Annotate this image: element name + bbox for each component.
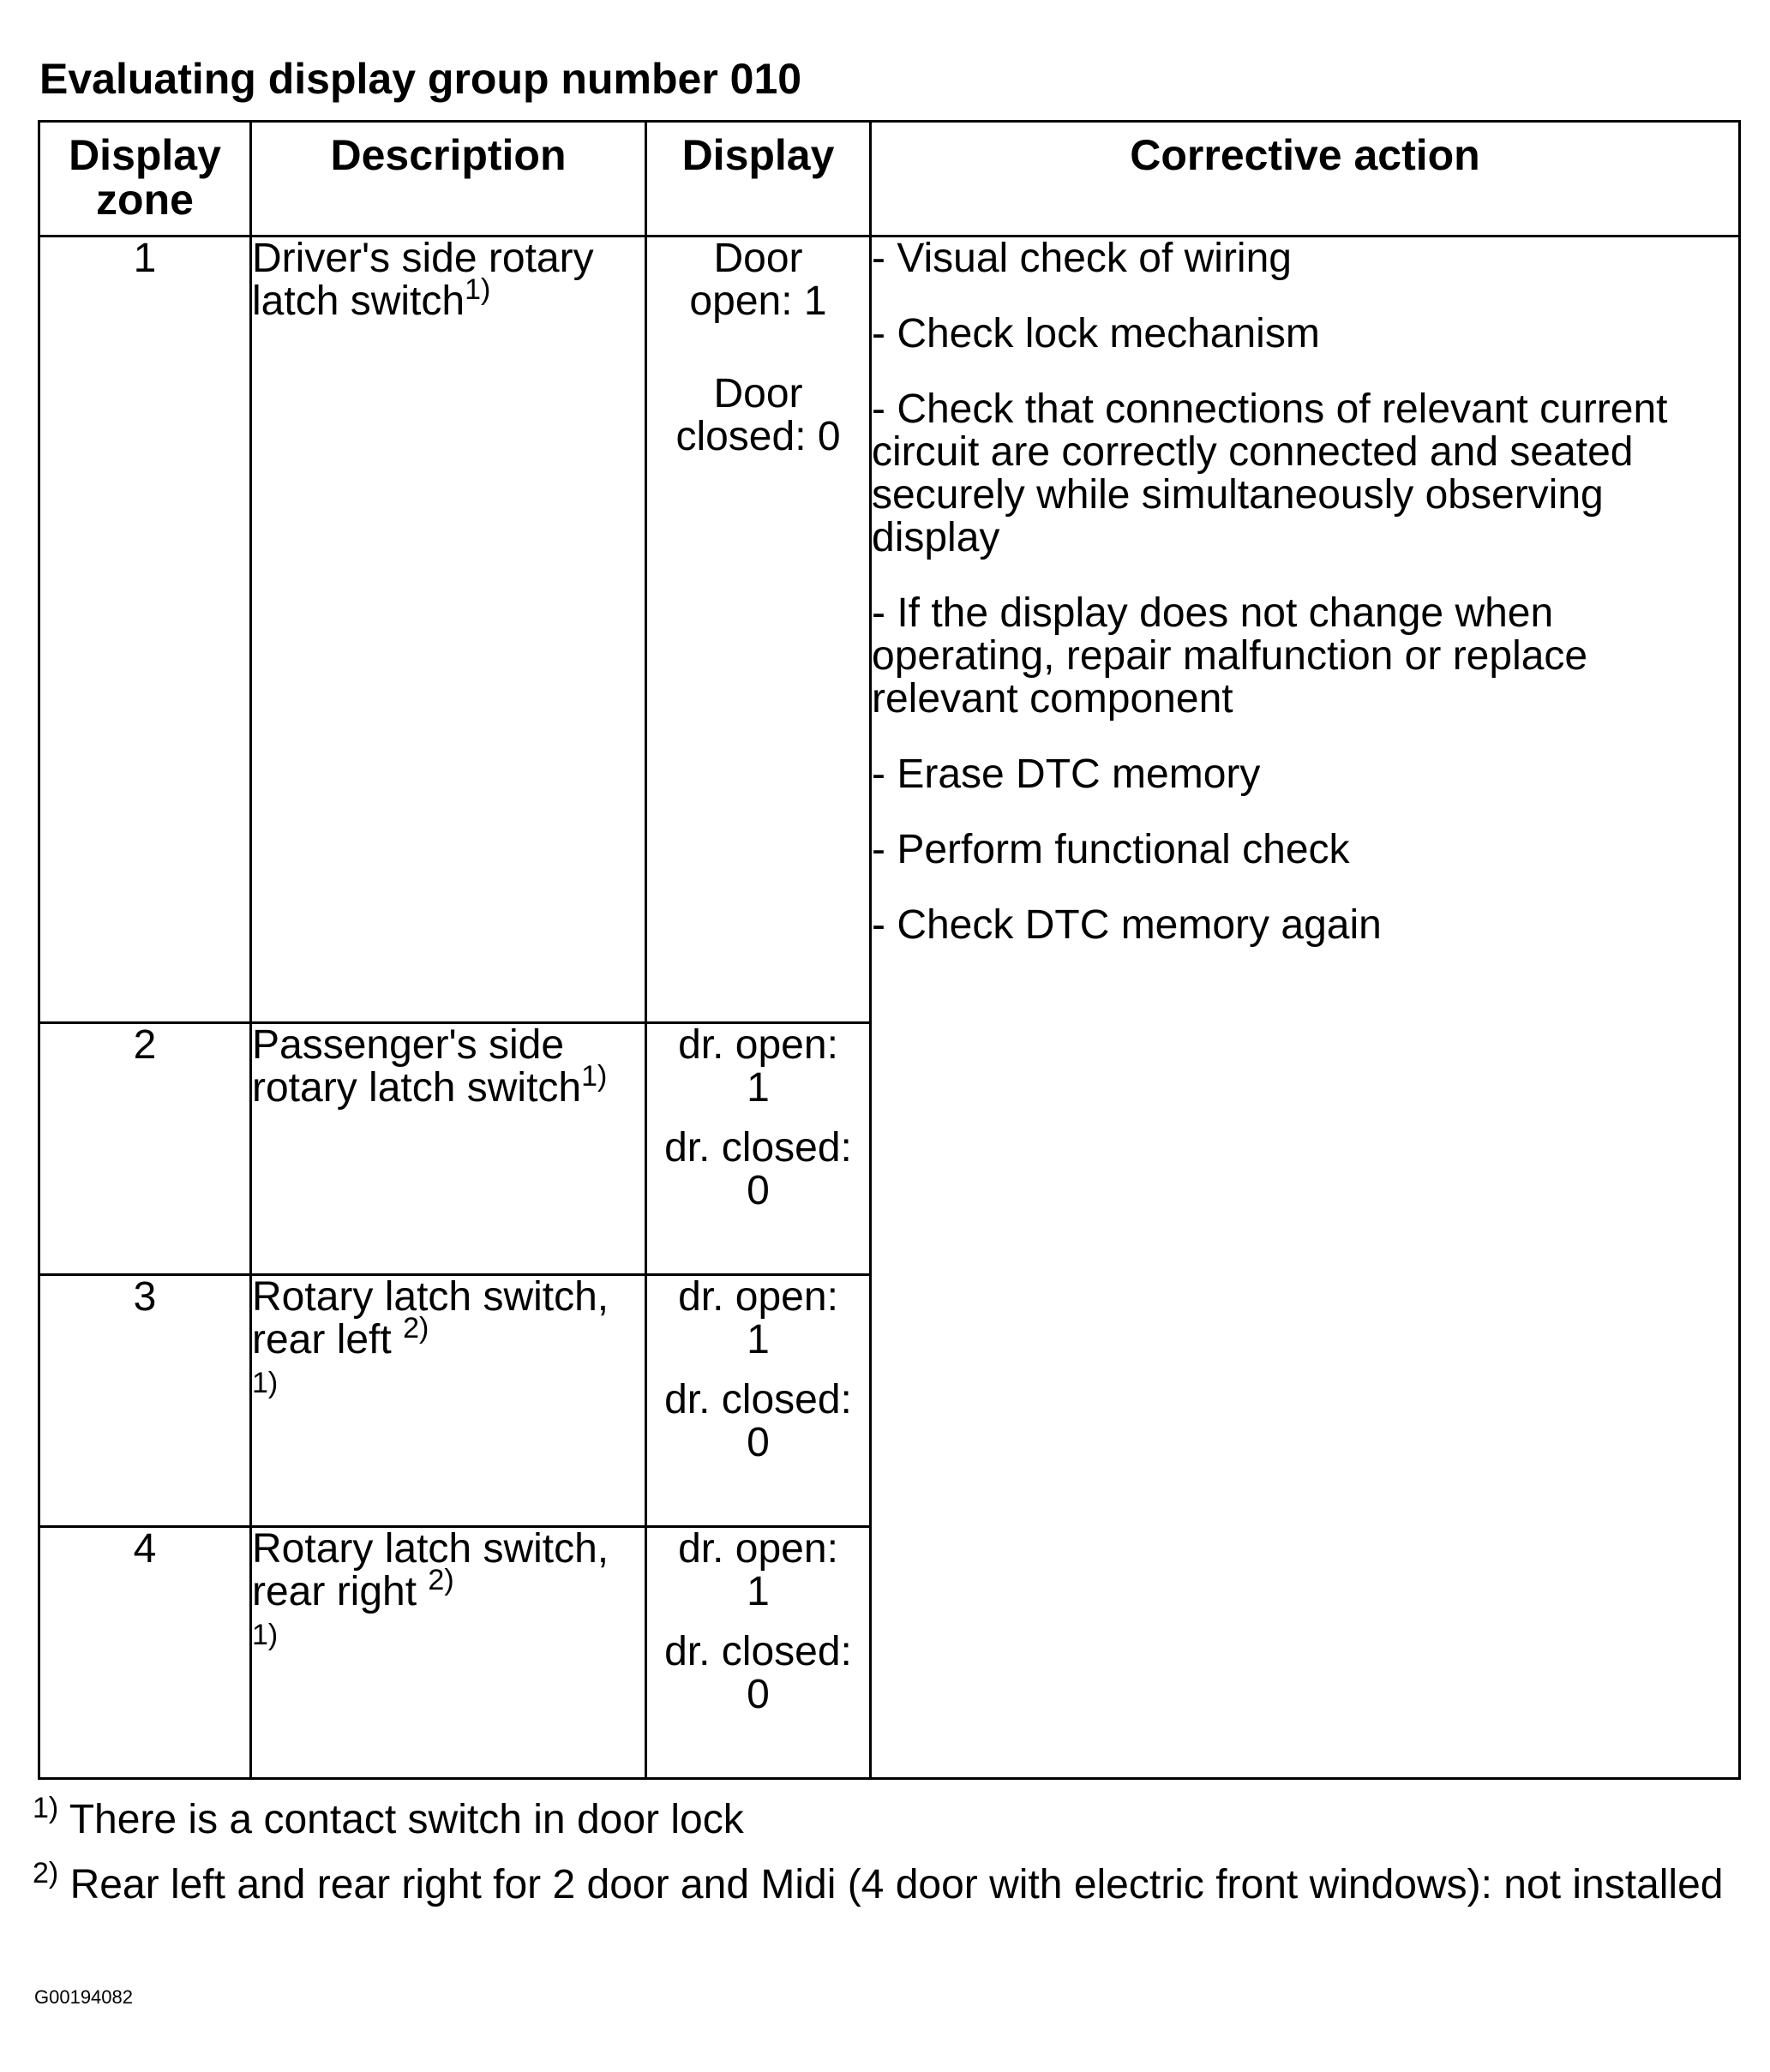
corrective-action-item: - If the display does not change when operating, repair malfunction or replace relevant component — [872, 590, 1588, 722]
corrective-action-item: - Perform functional check — [872, 827, 1350, 872]
display-cell — [646, 1275, 871, 1527]
display-closed-value: dr. closed: 0 — [664, 1377, 852, 1465]
corrective-action-item: - Check that connections of relevant current circuit are correctly connected and seated securely while simultaneously observing display — [872, 386, 1668, 560]
description-text: Passenger's side rotary latch switch — [252, 1022, 582, 1111]
table-row — [39, 237, 1740, 1023]
display-cell — [646, 1527, 871, 1779]
header-display: Display — [646, 122, 871, 237]
page-title: Evaluating display group number 010 — [39, 55, 802, 103]
display-group-table — [38, 120, 1741, 1780]
footnote-marker: 2) — [33, 1857, 59, 1889]
corrective-action-item: - Visual check of wiring — [872, 236, 1292, 281]
corrective-action-item: - Erase DTC memory — [872, 752, 1261, 797]
display-closed-value: dr. closed: 0 — [664, 1629, 852, 1717]
footnote-ref: 1) — [252, 1367, 279, 1399]
display-open-value: dr. open: 1 — [678, 1526, 838, 1614]
corrective-action-item: - Check DTC memory again — [872, 902, 1382, 948]
description-cell — [251, 1023, 646, 1275]
display-closed-value: dr. closed: 0 — [664, 1125, 852, 1213]
zone-cell: 2 — [39, 1023, 251, 1275]
display-closed-value: Door closed: 0 — [675, 371, 841, 459]
description-cell — [251, 1275, 646, 1527]
description-text: Rotary latch switch, rear right — [252, 1526, 609, 1614]
footnote-marker: 1) — [33, 1792, 59, 1824]
display-open-value: dr. open: 1 — [678, 1274, 838, 1362]
zone-cell: 1 — [39, 237, 251, 1023]
corrective-action-item: - Check lock mechanism — [872, 311, 1320, 356]
footnote — [33, 1792, 1738, 1842]
zone-cell: 4 — [39, 1527, 251, 1779]
footnote-ref: 2) — [403, 1312, 429, 1344]
footnotes — [33, 1792, 1738, 1928]
zone-cell: 3 — [39, 1275, 251, 1527]
description-cell — [251, 237, 646, 1023]
footnote — [33, 1857, 1738, 1907]
display-cell — [646, 1023, 871, 1275]
footnote-text: Rear left and rear right for 2 door and Midi (4 door with electric front windows): not installed — [58, 1862, 1724, 1907]
header-corrective-action: Corrective action — [871, 122, 1740, 237]
figure-code: G00194082 — [34, 1986, 133, 2008]
corrective-action-cell — [871, 237, 1740, 1779]
table-header-row — [39, 122, 1740, 237]
footnote-ref: 1) — [581, 1060, 608, 1093]
description-cell — [251, 1527, 646, 1779]
display-open-value: dr. open: 1 — [678, 1022, 838, 1111]
description-text: Rotary latch switch, rear left — [252, 1274, 609, 1362]
footnote-ref: 2) — [428, 1564, 454, 1596]
header-display-zone: Display zone — [39, 122, 251, 237]
footnote-ref: 1) — [465, 273, 491, 306]
display-open-value: Door open: 1 — [689, 236, 827, 324]
display-cell — [646, 237, 871, 1023]
description-text: Driver's side rotary latch switch — [252, 236, 594, 324]
footnote-text: There is a contact switch in door lock — [58, 1797, 744, 1842]
header-description: Description — [251, 122, 646, 237]
footnote-ref: 1) — [252, 1619, 279, 1651]
